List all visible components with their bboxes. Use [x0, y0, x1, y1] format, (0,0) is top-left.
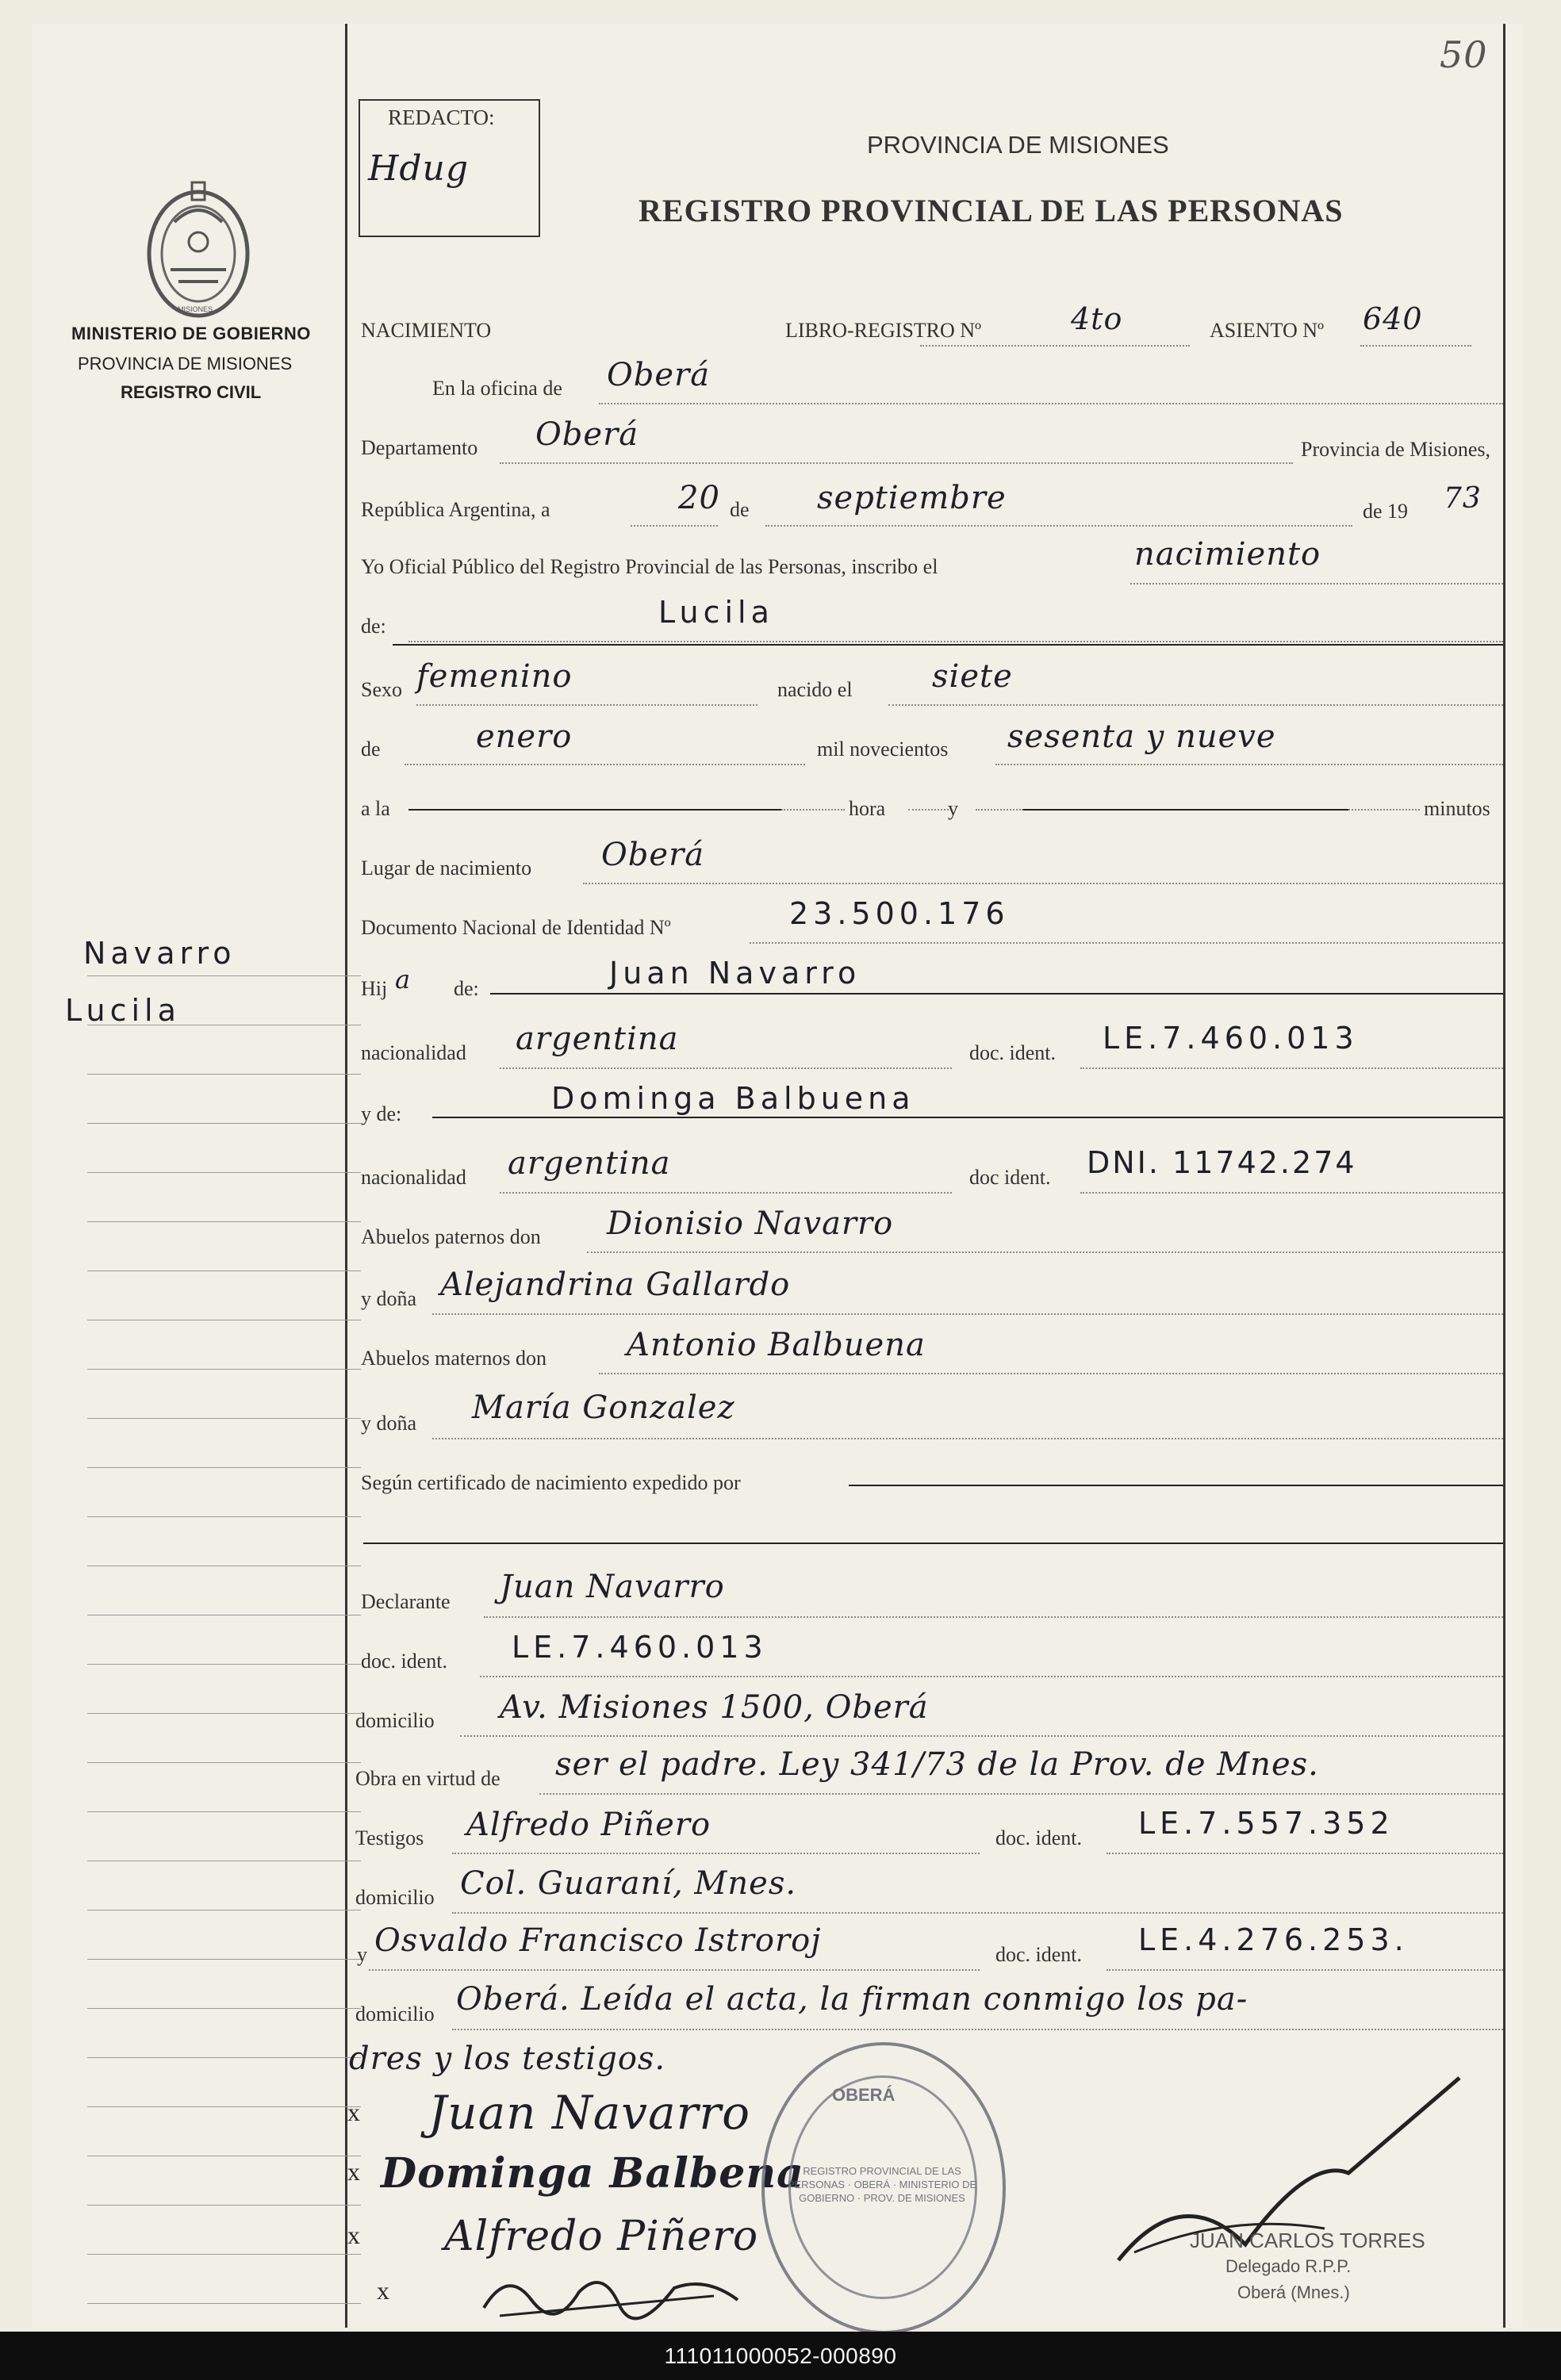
mother-doc-dotline — [1080, 1192, 1503, 1194]
decl-doc-dotline — [480, 1676, 1503, 1677]
witness1-address-dotline — [452, 1912, 1503, 1914]
minutes-solidline — [1023, 809, 1348, 811]
right-border-line — [1503, 24, 1505, 2328]
day-dotline — [631, 525, 718, 527]
sex-label: Sexo — [361, 678, 402, 701]
margin-rule-line — [87, 1959, 361, 1960]
decl-doc-value: LE.7.460.013 — [512, 1630, 768, 1665]
father-nat-label: nacionalidad — [361, 1041, 466, 1064]
entry-label: ASIENTO Nº — [1210, 319, 1325, 342]
margin-rule-line — [87, 1221, 361, 1222]
office-label: En la oficina de — [432, 377, 562, 400]
event-value: nacimiento — [1134, 536, 1321, 573]
decl-doc-label: doc. ident. — [361, 1650, 448, 1673]
hour-dotline-2 — [908, 809, 952, 811]
month-dotline — [765, 525, 1352, 527]
mother-doc-label: doc ident. — [969, 1166, 1051, 1189]
child-suffix: a — [395, 964, 412, 995]
month-value: septiembre — [817, 480, 1007, 516]
mat-grandmother-label: y doña — [361, 1412, 417, 1435]
witness2-y-label: y — [357, 1943, 367, 1966]
pat-grand-label: Abuelos paternos don — [361, 1225, 541, 1248]
witnesses-label: Testigos — [355, 1826, 424, 1849]
footer-code-bar — [0, 2332, 1561, 2380]
mother-solidline — [432, 1117, 1503, 1118]
redacto-label: REDACTO: — [388, 105, 495, 129]
of-label: de: — [361, 615, 386, 638]
declarant-value: Juan Navarro — [500, 1569, 725, 1605]
mother-label: y de: — [361, 1102, 402, 1125]
at-label: a la — [361, 797, 390, 820]
department-dotline — [500, 462, 1293, 464]
witness2-doc-value: LE.4.276.253. — [1138, 1922, 1409, 1957]
decl-address-value: Av. Misiones 1500, Oberá — [500, 1689, 929, 1726]
witness2-address-value: Oberá. Leída el acta, la firman conmigo los pa- — [456, 1981, 1248, 2018]
registry-stamp-text: REGISTRO PROVINCIAL DE LAS PERSONAS · OBERÁ · MINISTERIO DE GOBIERNO · PROV. DE MISIONES — [787, 2165, 977, 2204]
mother-nat-label: nacionalidad — [361, 1166, 466, 1189]
margin-rule-line — [87, 2008, 361, 2009]
margin-rule-line — [87, 2205, 361, 2206]
signature-mark-1: x — [347, 2098, 360, 2126]
official-title: Delegado R.P.P. — [1225, 2256, 1352, 2276]
sex-value: femenino — [416, 658, 573, 695]
pat-grandmother-value: Alejandrina Gallardo — [440, 1267, 791, 1303]
margin-note-surname: Navarro — [83, 936, 236, 971]
decl-address-label: domicilio — [355, 1709, 435, 1732]
minutes-label: minutos — [1424, 797, 1490, 820]
mother-nat-dotline — [500, 1192, 952, 1194]
margin-rule-line — [87, 2057, 361, 2058]
event-dotline — [1130, 583, 1503, 584]
declarant-dotline — [484, 1616, 1503, 1618]
witness2-doc-label: doc. ident. — [995, 1943, 1083, 1966]
born-label: nacido el — [777, 678, 853, 701]
minutes-dotline — [976, 809, 1023, 811]
ministry-label: MINISTERIO DE GOBIERNO — [71, 324, 311, 343]
father-nat-dotline — [500, 1067, 952, 1069]
official-name: JUAN CARLOS TORRES — [1190, 2229, 1425, 2252]
father-solidline — [490, 993, 1503, 995]
certificate-label: Según certificado de nacimiento expedido por — [361, 1471, 741, 1494]
birthplace-label: Lugar de nacimiento — [361, 857, 532, 880]
thousand-label: mil novecientos — [817, 738, 949, 761]
name-dotline — [408, 641, 1503, 642]
witness1-value: Alfredo Piñero — [466, 1807, 711, 1843]
redacto-box — [359, 99, 540, 237]
mat-grandmother-value: María Gonzalez — [472, 1389, 735, 1426]
margin-rule-line — [87, 1270, 361, 1271]
margin-rule-line — [87, 1713, 361, 1714]
section-divider — [363, 1543, 1503, 1544]
mat-grandfather-value: Antonio Balbuena — [627, 1327, 926, 1363]
signature-mark-3: x — [347, 2221, 360, 2249]
certificate-solidline — [849, 1485, 1503, 1486]
decl-address-dotline — [460, 1735, 1503, 1737]
born-month-value: enero — [476, 719, 573, 755]
official-place: Oberá (Mnes.) — [1237, 2282, 1350, 2302]
republic-label: República Argentina, a — [361, 498, 550, 521]
book-value: 4to — [1071, 301, 1123, 336]
hour-label: hora — [849, 797, 886, 820]
office-dotline — [599, 403, 1503, 404]
pat-grandfather-value: Dionisio Navarro — [607, 1205, 894, 1242]
margin-rule-line — [87, 975, 361, 976]
margin-rule-line — [87, 2106, 361, 2107]
department-label: Departamento — [361, 436, 478, 459]
mat-grandfather-dotline — [599, 1373, 1503, 1374]
witness1-doc-dotline — [1107, 1853, 1503, 1854]
father-doc-value: LE.7.460.013 — [1103, 1021, 1359, 1056]
margin-rule-line — [87, 1664, 361, 1665]
name-value: Lucila — [658, 595, 774, 630]
signature-mark-4: x — [377, 2276, 389, 2305]
left-border-line — [345, 24, 347, 2328]
footer-code: 111011000052-000890 — [664, 2343, 897, 2368]
father-signature: Juan Navarro — [428, 2086, 751, 2140]
province-small-label: PROVINCIA DE MISIONES — [78, 354, 293, 374]
pat-grandmother-label: y doña — [361, 1287, 417, 1310]
declarant-label: Declarante — [361, 1590, 451, 1613]
registry-stamp — [761, 2042, 1006, 2334]
father-doc-dotline — [1080, 1067, 1503, 1069]
witness2-address-dotline — [452, 2029, 1503, 2030]
margin-rule-line — [87, 1762, 361, 1763]
witness1-doc-label: doc. ident. — [995, 1826, 1083, 1849]
born-year-value: sesenta y nueve — [1007, 719, 1276, 755]
father-doc-label: doc. ident. — [969, 1041, 1057, 1064]
mother-value: Dominga Balbuena — [551, 1081, 915, 1116]
margin-rule-line — [87, 1123, 361, 1124]
born-year-dotline — [995, 764, 1503, 765]
document-page — [32, 24, 1523, 2328]
mother-signature: Dominga Balbena — [381, 2149, 804, 2198]
seal-text: MISIONES — [177, 305, 213, 313]
born-day-value: siete — [932, 658, 1013, 695]
mat-grandmother-dotline — [432, 1438, 1503, 1439]
dni-value: 23.500.176 — [789, 896, 1010, 931]
hour-solidline — [408, 809, 781, 811]
book-dotline — [920, 345, 1190, 347]
entry-dotline — [1360, 345, 1471, 347]
witness1-dotline — [452, 1853, 980, 1854]
dni-label: Documento Nacional de Identidad Nº — [361, 916, 671, 939]
born-day-dotline — [888, 704, 1503, 706]
witness2-signature-scribble — [476, 2260, 746, 2324]
redacto-initials: Hdug — [368, 148, 470, 189]
birthplace-dotline — [583, 883, 1503, 884]
witness2-dotline — [369, 1969, 980, 1971]
day-value: 20 — [678, 480, 720, 516]
margin-rule-line — [87, 1172, 361, 1173]
province-label: Provincia de Misiones, — [1301, 438, 1491, 461]
margin-rule-line — [87, 1516, 361, 1517]
margin-rule-line — [87, 2254, 361, 2255]
witness-signature: Alfredo Piñero — [444, 2213, 759, 2260]
margin-note-name: Lucila — [65, 993, 181, 1028]
witness1-address-value: Col. Guaraní, Mnes. — [460, 1865, 797, 1902]
office-value: Oberá — [607, 357, 711, 393]
civil-registry-label: REGISTRO CIVIL — [121, 382, 262, 402]
mat-grand-label: Abuelos maternos don — [361, 1347, 547, 1370]
acts-value: ser el padre. Ley 341/73 de la Prov. de Mnes. — [555, 1746, 1319, 1783]
pat-grandfather-dotline — [587, 1251, 1503, 1253]
margin-rule-line — [87, 2303, 361, 2304]
acts-dotline — [539, 1793, 1503, 1795]
birthplace-value: Oberá — [601, 837, 705, 873]
signature-mark-2: x — [347, 2157, 360, 2186]
father-value: Juan Navarro — [609, 956, 861, 991]
father-nat-value: argentina — [516, 1021, 679, 1057]
registry-header: REGISTRO PROVINCIAL DE LAS PERSONAS — [639, 193, 1344, 228]
registry-stamp-center: OBERÁ — [832, 2085, 896, 2105]
year-value: 73 — [1444, 482, 1482, 515]
born-month-dotline — [405, 764, 805, 765]
entry-value: 640 — [1363, 301, 1423, 336]
dni-dotline — [750, 942, 1503, 944]
child-label-a: Hij — [361, 977, 388, 1000]
witness1-address-label: domicilio — [355, 1886, 435, 1909]
mother-doc-value: DNI. 11742.274 — [1087, 1145, 1357, 1180]
witness2-value: Osvaldo Francisco Istroroj — [374, 1922, 822, 1959]
record-type-label: NACIMIENTO — [361, 319, 492, 342]
and-label: y — [948, 797, 958, 820]
margin-rule-line — [87, 1910, 361, 1911]
name-solidline — [393, 644, 1503, 646]
hour-dotline — [781, 809, 845, 811]
margin-rule-line — [87, 1074, 361, 1075]
department-value: Oberá — [535, 416, 639, 453]
official-label: Yo Oficial Público del Registro Provincial de las Personas, inscribo el — [361, 555, 938, 578]
child-label-b: de: — [454, 977, 479, 1000]
pat-grandmother-dotline — [432, 1313, 1503, 1315]
witness2-address-label: domicilio — [355, 2002, 435, 2025]
mother-nat-value: argentina — [508, 1145, 671, 1182]
born-month-de-label: de — [361, 738, 381, 761]
book-label: LIBRO-REGISTRO Nº — [785, 319, 982, 342]
margin-rule-line — [87, 1369, 361, 1370]
margin-rule-line — [87, 1811, 361, 1812]
year-label: de 19 — [1363, 500, 1409, 523]
witness2-doc-dotline — [1107, 1969, 1503, 1971]
margin-rule-line — [87, 1418, 361, 1419]
page-number: 50 — [1440, 33, 1488, 76]
witness1-doc-value: LE.7.557.352 — [1138, 1806, 1394, 1841]
province-header: PROVINCIA DE MISIONES — [867, 131, 1169, 159]
sex-dotline — [416, 704, 757, 706]
margin-rule-line — [87, 1467, 361, 1468]
minutes-dotline-2 — [1348, 809, 1420, 811]
closing-value: dres y los testigos. — [349, 2041, 666, 2077]
month-de-label: de — [730, 498, 750, 521]
acts-label: Obra en virtud de — [355, 1767, 501, 1790]
